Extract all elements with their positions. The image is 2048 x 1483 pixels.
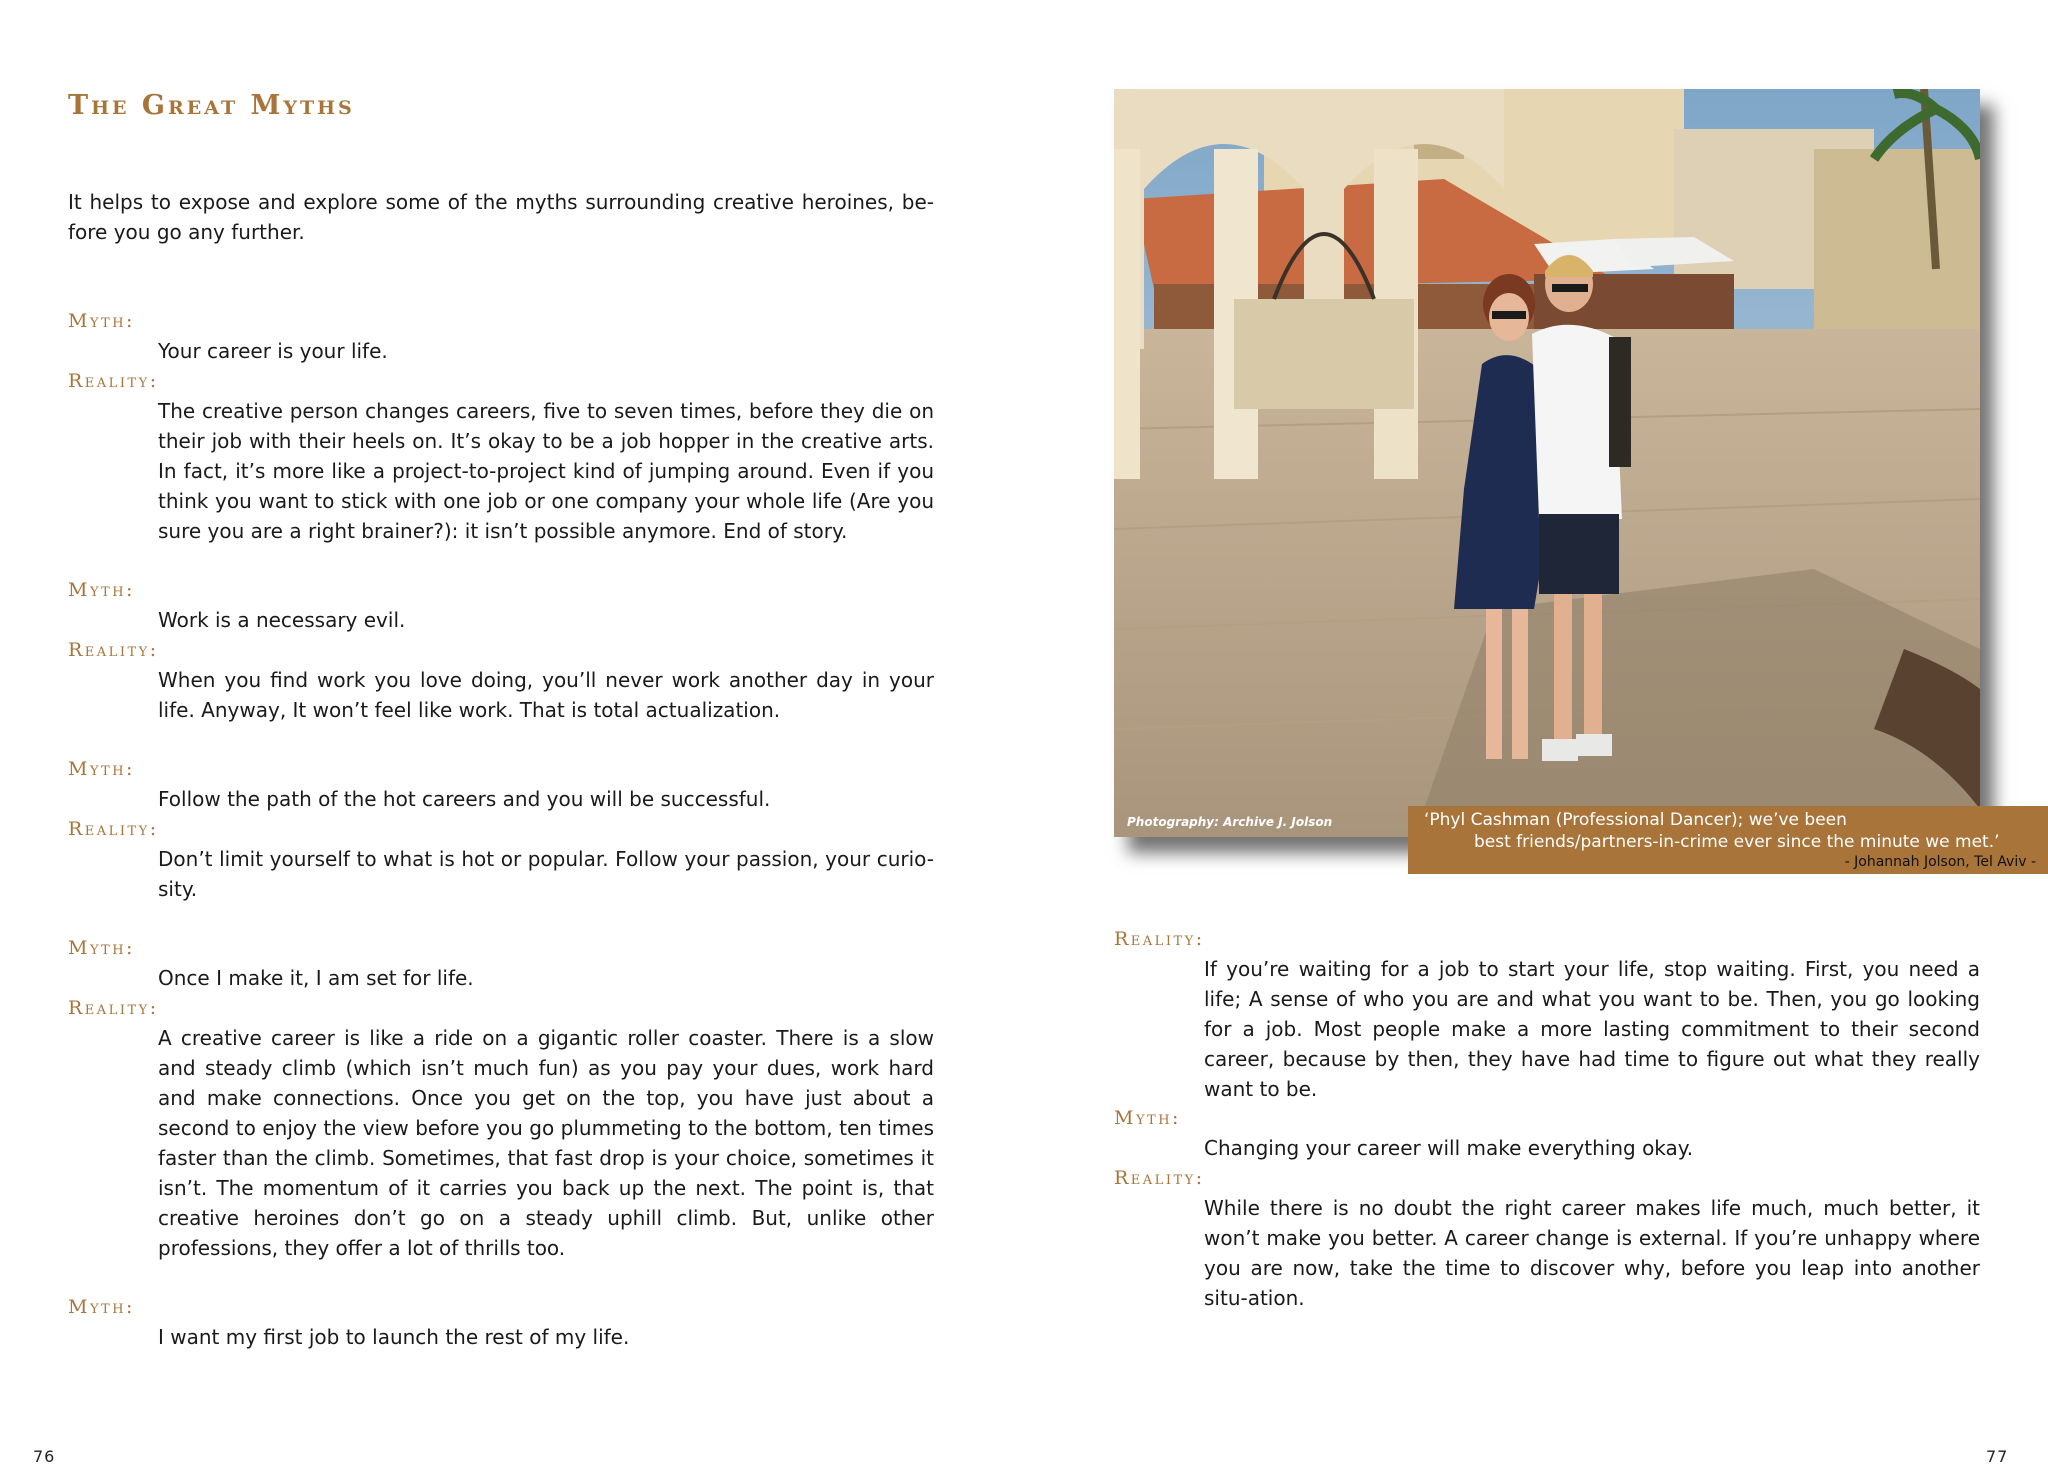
- myth-text: Follow the path of the hot careers and you will be successful.: [158, 787, 771, 811]
- right-page: [1024, 0, 2048, 1483]
- reality-label: Reality:: [68, 370, 159, 392]
- myth-label: Myth:: [68, 579, 135, 601]
- myth-text: Changing your career will make everything okay.: [1204, 1136, 1694, 1160]
- reality-text: Don’t limit yourself to what is hot or popular. Follow your passion, your curio-sity.: [158, 847, 934, 901]
- caption-line-1: ‘Phyl Cashman (Professional Dancer); we’ve been: [1424, 810, 1847, 830]
- reality-label: Reality:: [68, 997, 159, 1019]
- reality-block-4: [68, 993, 934, 1263]
- photo-image: [1114, 89, 1980, 837]
- reality-label: Reality:: [68, 639, 159, 661]
- myth-label: Myth:: [68, 937, 135, 959]
- reality-text: A creative career is like a ride on a gigantic roller coaster. There is a slow and steady climb (which isn’t much fun) as you pay your dues, work hard and make connections. Once you get on the top, you have just about a second to enjoy the view before you go plummeting to the bottom, ten times faster than the climb. Sometimes, that fast drop is your choice, sometimes it isn’t. The momentum of it carries you back up the next. The point is, that creative heroines don’t go on a steady uphill climb. But, unlike other professions, they offer a lot of thrills too.: [158, 1026, 934, 1260]
- reality-label: Reality:: [1114, 1167, 1205, 1189]
- myth-label: Myth:: [68, 758, 135, 780]
- myth-text: Your career is your life.: [158, 339, 388, 363]
- myth-text: Once I make it, I am set for life.: [158, 966, 474, 990]
- reality-block-1: [68, 366, 934, 546]
- page-number: 76: [33, 1447, 56, 1466]
- reality-block-3: [68, 814, 934, 904]
- reality-text: While there is no doubt the right career makes life much, much better, it won’t make you better. A career change is external. If you’re unhappy where you are now, take the time to discover why, before you leap into another situ-ation.: [1204, 1196, 1980, 1310]
- page-title: The Great Myths: [68, 90, 355, 121]
- myth-block-2: [68, 575, 934, 635]
- photo-credit: Photography: Archive J. Jolson: [1127, 815, 1333, 829]
- caption-line-2: best friends/partners-in-crime ever since the minute we met.’: [1474, 832, 2000, 852]
- myth-text: I want my first job to launch the rest of my life.: [158, 1325, 630, 1349]
- reality-text: If you’re waiting for a job to start your life, stop waiting. First, you need a life; A sense of who you are and what you want to be. Then, you go looking for a job. Most people make a more lasting commitment to their second career, because by then, they have had time to figure out what they really want to be.: [1204, 957, 1980, 1101]
- reality-block-5: [1114, 924, 1980, 1104]
- myth-block-5: [68, 1292, 934, 1352]
- reality-text: The creative person changes careers, five to seven times, before they die on their job with their heels on. It’s okay to be a job hopper in the creative arts. In fact, it’s more like a project-to-project kind of jumping around. Even if you think you want to stick with one job or one company your whole life (Are you sure you are a right brainer?): it isn’t possible anymore. End of story.: [158, 399, 934, 543]
- caption-attribution: - Johannah Jolson, Tel Aviv -: [1844, 854, 2036, 870]
- reality-label: Reality:: [68, 818, 159, 840]
- reality-text: When you find work you love doing, you’ll never work another day in your life. Anyway, It won’t feel like work. That is total actualization.: [158, 668, 934, 722]
- photo-caption: [1408, 806, 2048, 874]
- intro-paragraph: It helps to expose and explore some of the myths surrounding creative heroines, be-fore you go any further.: [68, 190, 934, 244]
- myth-label: Myth:: [68, 310, 135, 332]
- page-number: 77: [1986, 1447, 2009, 1466]
- photo: [1114, 89, 1980, 837]
- myth-block-1: [68, 306, 934, 366]
- reality-block-2: [68, 635, 934, 725]
- reality-block-6: [1114, 1163, 1980, 1313]
- myth-block-4: [68, 933, 934, 993]
- myth-label: Myth:: [68, 1296, 135, 1318]
- myth-block-6: [1114, 1103, 1980, 1163]
- myth-text: Work is a necessary evil.: [158, 608, 406, 632]
- myth-label: Myth:: [1114, 1107, 1181, 1129]
- reality-label: Reality:: [1114, 928, 1205, 950]
- myth-block-3: [68, 754, 934, 814]
